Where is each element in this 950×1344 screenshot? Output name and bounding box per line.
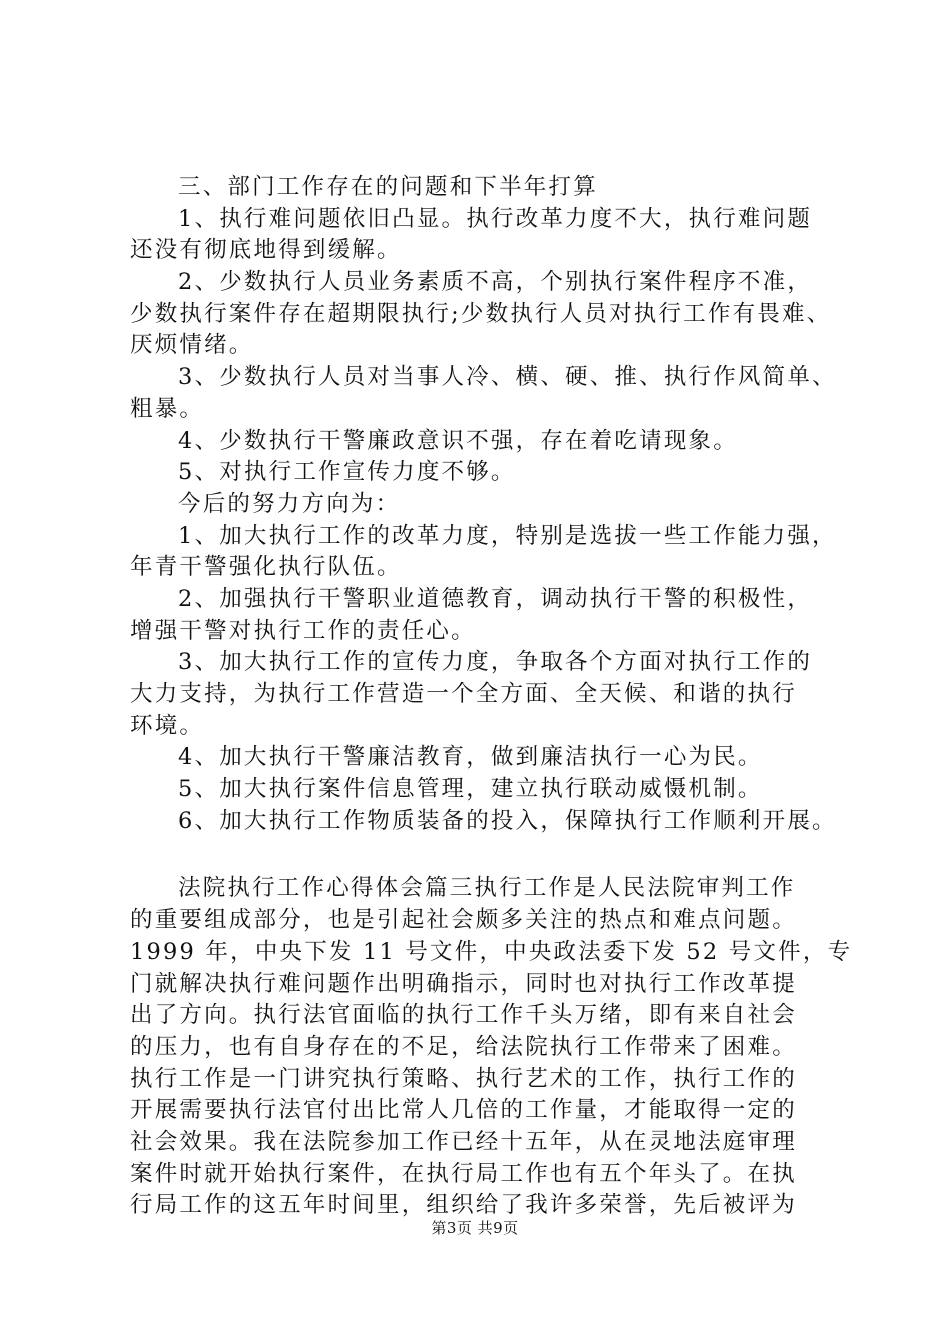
paragraph-line: 的压力，也有自身存在的不足，给法院执行工作带来了困难。 xyxy=(130,1033,797,1060)
paragraph-line: 厌烦情绪。 xyxy=(130,332,254,359)
paragraph-line: 3、加大执行工作的宣传力度，争取各个方面对执行工作的 xyxy=(178,649,813,676)
document-body xyxy=(130,172,853,1222)
paragraph-line: 5、加大执行案件信息管理，建立执行联动威慑机制。 xyxy=(178,776,763,803)
paragraph-line: 开展需要执行法官付出比常人几倍的工作量，才能取得一定的 xyxy=(130,1097,797,1124)
section-heading: 三、部门工作存在的问题和下半年打算 xyxy=(178,174,598,200)
paragraph-line: 1、执行难问题依旧凸显。执行改革力度不大，执行难问题 xyxy=(178,205,813,232)
paragraph-spacer xyxy=(130,837,832,873)
paragraph-line: 1、加大执行工作的改革力度，特别是选拔一些工作能力强， xyxy=(178,522,837,549)
paragraph-line: 的重要组成部分，也是引起社会颇多关注的热点和难点问题。 xyxy=(130,907,797,934)
paragraph-line: 还没有彻底地得到缓解。 xyxy=(130,237,402,264)
paragraph-line: 增强干警对执行工作的责任心。 xyxy=(130,617,476,644)
paragraph-line: 少数执行案件存在超期限执行;少数执行人员对执行工作有畏难、 xyxy=(130,300,832,327)
paragraph-line: 5、对执行工作宣传力度不够。 xyxy=(178,459,516,486)
page-number-footer: 第3页 共9页 xyxy=(431,1219,519,1237)
section-heading: 今后的努力方向为： xyxy=(178,490,401,517)
paragraph-line: 社会效果。我在法院参加工作已经十五年，从在灵地法庭审理 xyxy=(130,1128,797,1155)
paragraph-line: 4、加大执行干警廉洁教育，做到廉洁执行一心为民。 xyxy=(178,744,763,771)
paragraph-line: 6、加大执行工作物质装备的投入，保障执行工作顺利开展。 xyxy=(178,807,837,834)
paragraph-line: 大力支持，为执行工作营造一个全方面、全天候、和谐的执行 xyxy=(130,681,797,707)
paragraph-line: 1999 年，中央下发 11 号文件，中央政法委下发 52 号文件，专 xyxy=(130,938,853,965)
paragraph-line: 粗暴。 xyxy=(130,395,205,422)
paragraph-line: 2、少数执行人员业务素质不高，个别执行案件程序不准， xyxy=(178,269,813,296)
paragraph-line: 4、少数执行干警廉政意识不强，存在着吃请现象。 xyxy=(178,427,738,454)
paragraph-line: 门就解决执行难问题作出明确指示，同时也对执行工作改革提 xyxy=(130,970,797,997)
paragraph-line: 3、少数执行人员对当事人冷、横、硬、推、执行作风简单、 xyxy=(178,364,837,391)
paragraph-line: 案件时就开始执行案件，在执行局工作也有五个年头了。在执 xyxy=(130,1160,797,1187)
paragraph-line: 年青干警强化执行队伍。 xyxy=(130,554,402,581)
paragraph-line: 法院执行工作心得体会篇三执行工作是人民法院审判工作 xyxy=(178,875,796,902)
paragraph-line: 执行工作是一门讲究执行策略、执行艺术的工作，执行工作的 xyxy=(130,1065,797,1092)
paragraph-line: 出了方向。执行法官面临的执行工作千头万绪，即有来自社会 xyxy=(130,1002,797,1029)
paragraph-line: 环境。 xyxy=(130,712,205,739)
paragraph-line: 行局工作的这五年时间里，组织给了我许多荣誉，先后被评为 xyxy=(130,1192,797,1219)
paragraph-line: 2、加强执行干警职业道德教育，调动执行干警的积极性， xyxy=(178,585,813,612)
